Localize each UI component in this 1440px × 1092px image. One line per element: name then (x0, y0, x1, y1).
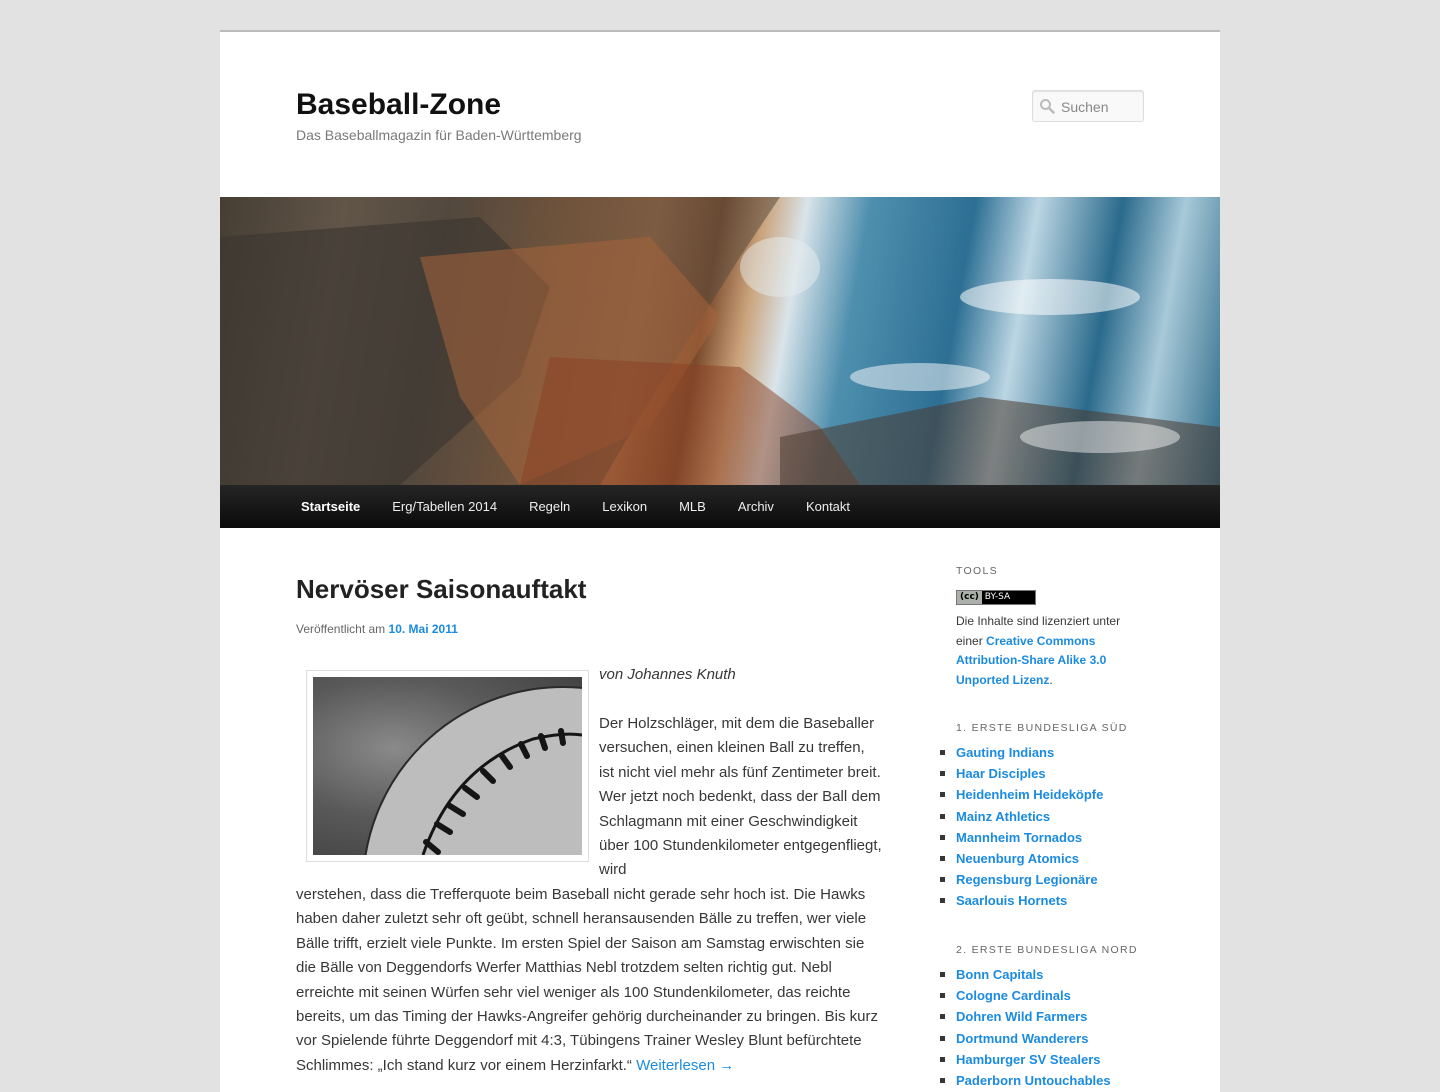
search-icon (1039, 98, 1055, 114)
team-link[interactable]: Dohren Wild Farmers (956, 1009, 1088, 1025)
list-item (956, 742, 1156, 763)
nav-item-erg-tabellen[interactable]: Erg/Tabellen 2014 (392, 499, 498, 514)
post-meta (296, 622, 458, 636)
team-link[interactable]: Gauting Indians (956, 745, 1055, 760)
nav-item-lexikon[interactable]: Lexikon (602, 499, 648, 514)
search-box[interactable] (1032, 90, 1144, 122)
team-link[interactable]: Saarlouis Hornets (956, 893, 1068, 909)
license-suffix: . (1049, 672, 1053, 687)
site-title[interactable]: Baseball-Zone (296, 88, 502, 121)
list-item (956, 763, 1156, 784)
post-excerpt-text: verstehen, dass die Trefferquote beim Baseball nicht gerade sehr hoch ist. Die Hawks haben daher zuletzt sehr oft geübt, schnell heransausenden Bälle zu treffen, wer viele Bälle trifft, erzielt viele Punkte. Im ersten Spiel der Saison am Samstag erwischten sie die Bälle von Deggendorfs Werfer Matthias Nebl trotzdem selten richtig gut. Nebl erreichte mit seinen Würfen sehr viel weniger als 100 Stundenkilometer, das reichte bereits, um das Timing der Hawks-Angreifer gehörig durcheinander zu bringen. Bis kurz vor Spielende führte Deggendorf mit 4:3, Tübingens Trainer Wesley Blunt befürchtete Schlimmes: „Ich stand kurz vor einem Herzinfarkt.“ (296, 886, 878, 1074)
team-link[interactable]: Neuenburg Atomics (956, 851, 1080, 867)
read-more-link[interactable]: Weiterlesen → (636, 1056, 735, 1074)
team-link[interactable]: Mainz Athletics (956, 808, 1051, 824)
nav-item-archiv[interactable]: Archiv (737, 499, 774, 514)
nav-item-startseite[interactable]: Startseite (301, 499, 361, 514)
list-item (956, 1028, 1156, 1049)
post-thumbnail[interactable] (306, 670, 589, 862)
team-link[interactable]: Regensburg Legionäre (956, 872, 1098, 888)
list-item (956, 869, 1156, 890)
team-link[interactable]: Dortmund Wanderers (956, 1030, 1089, 1046)
post-date-link[interactable]: 10. Mai 2011 (388, 622, 458, 636)
post-title[interactable]: Nervöser Saisonauftakt (296, 574, 587, 604)
page (220, 30, 1220, 1092)
nav-item-regeln[interactable]: Regeln (529, 499, 571, 514)
cc-badge-text: BY-SA (984, 592, 1011, 602)
league-south-list (956, 742, 1156, 912)
team-link[interactable]: Hamburger SV Stealers (956, 1051, 1101, 1067)
cc-logo-icon: (cc) (957, 591, 982, 604)
license-text (956, 612, 1136, 690)
team-link[interactable]: Paderborn Untouchables (956, 1073, 1111, 1089)
list-item (956, 985, 1156, 1006)
list-item (956, 827, 1156, 848)
league-north-list (956, 964, 1156, 1091)
team-link[interactable]: Cologne Cardinals (956, 988, 1071, 1004)
post-excerpt (296, 883, 883, 1078)
post-excerpt-wrapped: Der Holzschläger, mit dem die Baseballer versuchen, einen kleinen Ball zu treffen, ist nicht viel mehr als fünf Zentimeter breit. Wer jetzt noch bedenkt, dass der Ball dem Schlagmann mit einer Geschwindigkeit über 100 Stundenkilometer entgegenfliegt, wird (599, 715, 882, 879)
list-item (956, 848, 1156, 869)
team-link[interactable]: Bonn Capitals (956, 967, 1044, 982)
widget-title-tools: TOOLS (956, 565, 998, 577)
main-navigation (220, 485, 1220, 528)
team-link[interactable]: Mannheim Tornados (956, 829, 1083, 845)
nav-item-kontakt[interactable]: Kontakt (805, 499, 851, 514)
list-item (956, 964, 1156, 985)
post-meta-prefix: Veröffentlicht am (296, 622, 386, 636)
widget-title-league-north: 2. ERSTE BUNDESLIGA NORD (956, 944, 1138, 956)
list-item (956, 806, 1156, 827)
license-link[interactable]: Creative Commons Attribution-Share Alike 3.0 Unported Lizenz (956, 633, 1107, 687)
baseball-photo (313, 677, 582, 855)
list-item (956, 1070, 1156, 1091)
cc-license-badge[interactable] (956, 590, 1036, 605)
team-link[interactable]: Haar Disciples (956, 766, 1046, 782)
header-banner-image (220, 197, 1220, 485)
site-description: Das Baseballmagazin für Baden-Württemberg (296, 127, 582, 143)
team-link[interactable]: Heidenheim Heideköpfe (956, 787, 1104, 803)
list-item (956, 1006, 1156, 1027)
license-prefix: Die Inhalte sind lizenziert unter einer (956, 614, 1121, 648)
list-item (956, 784, 1156, 805)
nav-item-mlb[interactable]: MLB (679, 499, 706, 514)
post-author: von Johannes Knuth (599, 666, 736, 683)
list-item (956, 890, 1156, 911)
search-input[interactable] (1059, 96, 1143, 118)
list-item (956, 1049, 1156, 1070)
widget-title-league-south: 1. ERSTE BUNDESLIGA SÜD (956, 722, 1128, 734)
